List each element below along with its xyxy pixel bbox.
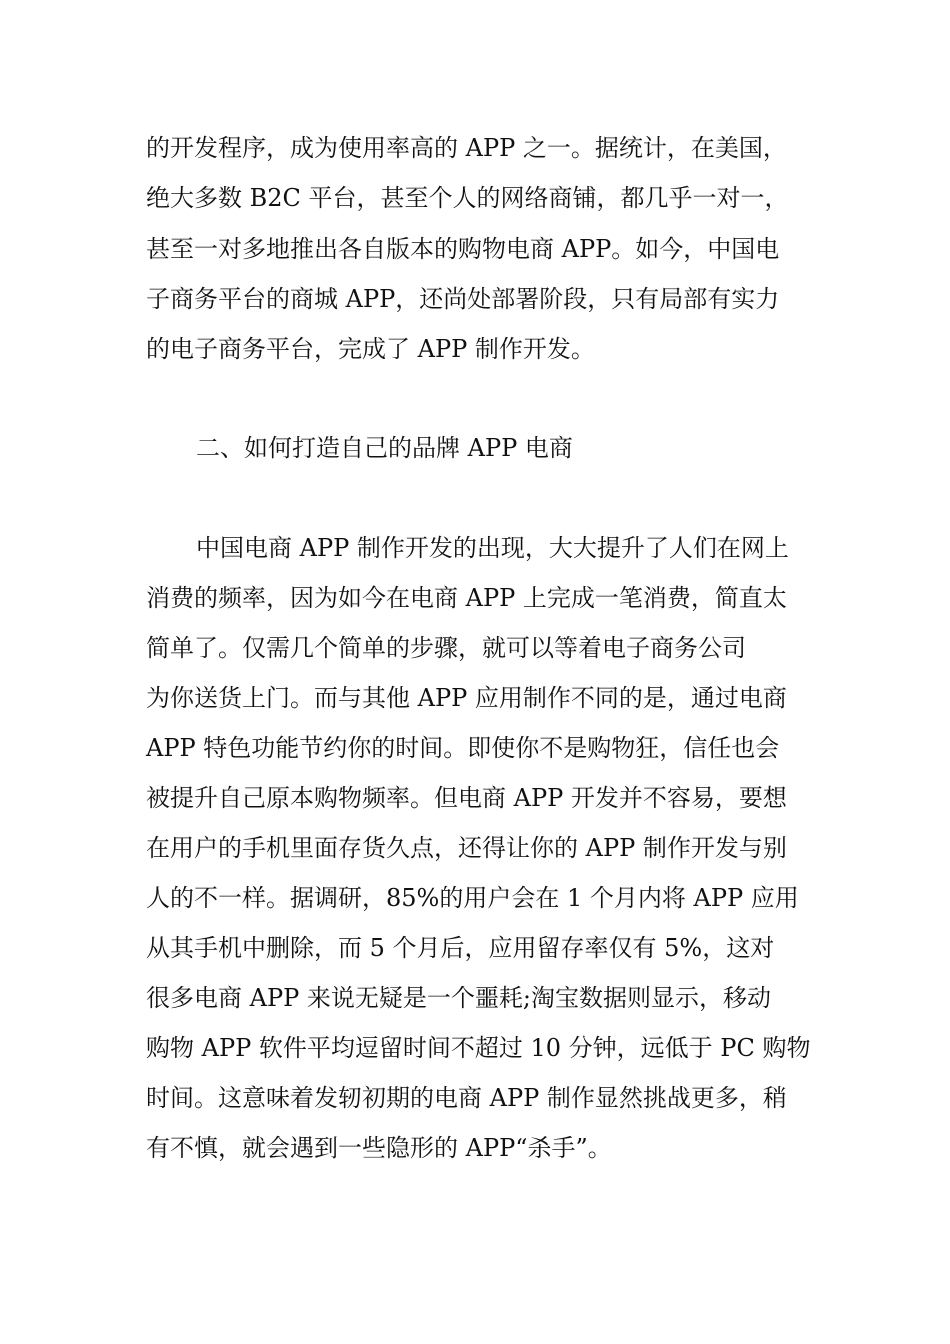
text-line: APP 特色功能节约你的时间。即使你不是购物狂，信任也会	[146, 734, 780, 762]
text-line: 在用户的手机里面存货久点，还得让你的 APP 制作开发与别	[146, 834, 787, 862]
text-line: 被提升自己原本购物频率。但电商 APP 开发并不容易，要想	[146, 784, 787, 812]
text-line: 甚至一对多地推出各自版本的购物电商 APP。如今，中国电	[146, 235, 780, 263]
text-line: 的电子商务平台，完成了 APP 制作开发。	[146, 335, 595, 363]
text-line: 的开发程序，成为使用率高的 APP 之一。据统计，在美国，	[146, 134, 787, 162]
text-line: 简单了。仅需几个简单的步骤，就可以等着电子商务公司	[146, 634, 746, 662]
text-line: 人的不一样。据调研，85%的用户会在 1 个月内将 APP 应用	[146, 884, 799, 912]
text-line: 绝大多数 B2C 平台，甚至个人的网络商铺，都几乎一对一，	[146, 184, 789, 212]
text-line: 消费的频率，因为如今在电商 APP 上完成一笔消费，简直太	[146, 584, 787, 612]
text-line: 购物 APP 软件平均逗留时间不超过 10 分钟，远低于 PC 购物	[146, 1034, 811, 1062]
section-heading: 二、如何打造自己的品牌 APP 电商	[196, 434, 573, 462]
text-line: 很多电商 APP 来说无疑是一个噩耗;淘宝数据则显示，移动	[146, 984, 771, 1012]
text-line: 有不慎，就会遇到一些隐形的 APP“杀手”。	[146, 1134, 612, 1162]
text-line: 时间。这意味着发轫初期的电商 APP 制作显然挑战更多，稍	[146, 1084, 787, 1112]
text-line: 为你送货上门。而与其他 APP 应用制作不同的是，通过电商	[146, 684, 787, 712]
text-line: 中国电商 APP 制作开发的出现，大大提升了人们在网上	[196, 534, 789, 562]
text-line: 子商务平台的商城 APP，还尚处部署阶段，只有局部有实力	[146, 285, 780, 313]
text-line: 从其手机中删除，而 5 个月后，应用留存率仅有 5%，这对	[146, 934, 775, 962]
